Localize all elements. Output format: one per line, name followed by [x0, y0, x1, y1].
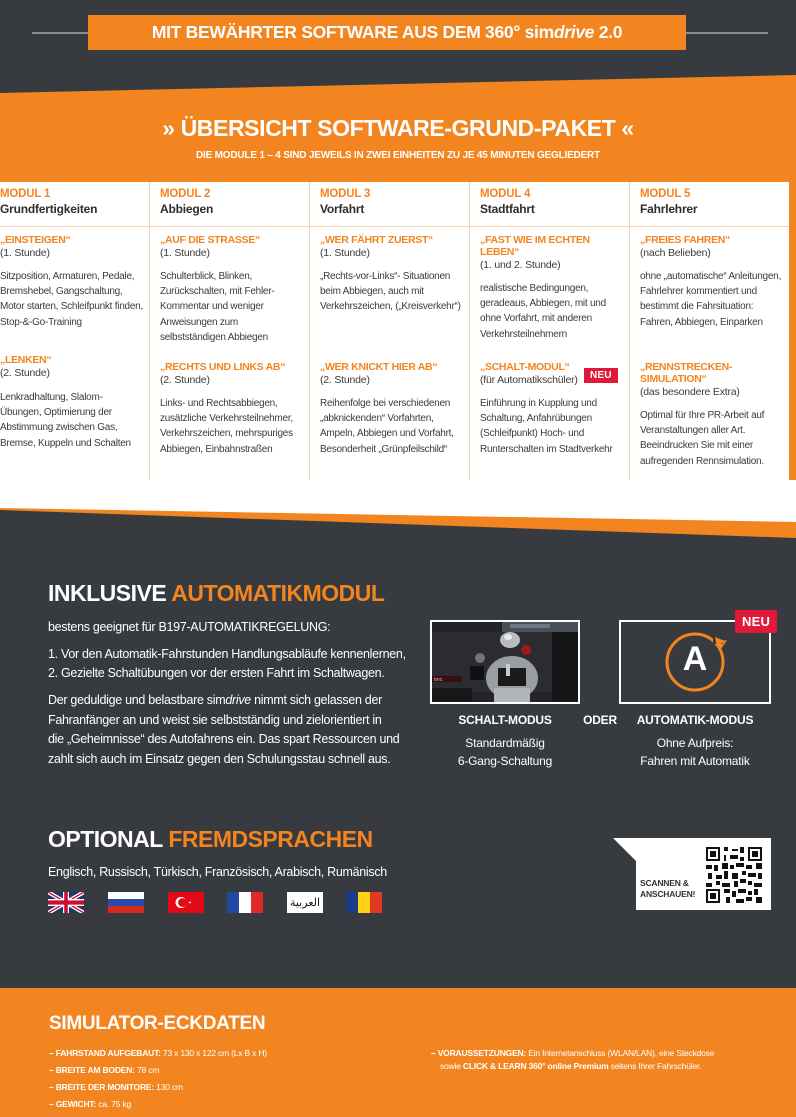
module-name: Abbiegen [160, 202, 214, 216]
new-badge: NEU [584, 368, 618, 383]
arabic-flag: العربية [287, 892, 323, 913]
module-number: MODUL 2 [160, 188, 211, 200]
module-number: MODUL 1 [0, 188, 51, 200]
unit-description: ohne „automatische“ Anleitungen, Fahrlehrer kommentiert und bestimmt die Fahrsituation: Fahren, Abbiegen, Einparken [640, 271, 781, 328]
new-badge: NEU [735, 610, 777, 633]
unit-title: „SCHALT-MODUL“ [480, 361, 570, 373]
russia-flag [108, 892, 144, 913]
schalt-mode-label: SCHALT-MODUS [458, 713, 552, 727]
automatik-body: Der geduldige und belastbare simdrive nimmt sich gelassen der Fahranfänger an und weist sie selbstständig und zielorientiert in die „Geheimnisse“ des Autofahrens ein. Das spart Ressourcen und zahlt sich auch im Einsatz gegen den Schulungsstau schnell aus. [48, 693, 400, 766]
top-banner-text: MIT BEWÄHRTER SOFTWARE AUS DEM 360° simdrive 2.0 [151, 22, 623, 42]
module-unit [320, 234, 463, 315]
module-unit [640, 234, 787, 330]
module-name: Grundfertigkeiten [0, 202, 98, 216]
unit-description: realistische Bedingungen, geradeaus, Abbiegen, mit und ohne Vorfahrt, mit anderen Verkehrsteilnehmern [480, 283, 606, 340]
unit-hours: (1. Stunde) [320, 247, 370, 259]
unit-hours: (2. Stunde) [320, 374, 370, 386]
gear-shift-icon [432, 622, 580, 704]
top-banner [88, 15, 686, 50]
unit-description: Schulterblick, Blinken, Zurückschalten, mit Fehler-Kommentar und weniger Anweisungen zum selbstständigen Abbiegen [160, 271, 275, 343]
or-label: ODER [583, 713, 617, 727]
requirements-item: sowie CLICK & LEARN 360° online Premium seitens Ihrer Fahrschüler. [440, 1061, 702, 1071]
automatik-intro: bestens geeignet für B197-AUTOMATIKREGELUNG: [48, 620, 331, 634]
overview-subtitle: DIE MODULE 1 – 4 SIND JEWEILS IN ZWEI EINHEITEN ZU JE 45 MINUTEN GEGLIEDERT [196, 150, 600, 161]
gear-shift-image [430, 620, 580, 704]
overview-title: » ÜBERSICHT SOFTWARE-GRUND-PAKET « [162, 115, 634, 141]
automatic-mode-description: Ohne Aufpreis: Fahren mit Automatik [640, 736, 750, 768]
unit-hours: (1. Stunde) [160, 247, 210, 259]
unit-title: „FAST WIE IM ECHTEN LEBEN“ [480, 234, 590, 258]
unit-title: „AUF DIE STRASSE“ [160, 234, 260, 246]
module-column [0, 182, 150, 481]
unit-description: Sitzposition, Armaturen, Pedale, Bremshebel, Gangschaltung, Motor starten, Schleifpunkt finden, Stop-&-Go-Training [0, 271, 143, 328]
uk-flag [48, 892, 84, 913]
unit-hours: (2. Stunde) [0, 367, 50, 379]
unit-hours: (für Automatikschüler) [480, 374, 578, 386]
unit-title: „WER FÄHRT ZUERST“ [320, 234, 434, 246]
module-table [0, 182, 789, 481]
module-column [150, 182, 310, 481]
languages-list: Englisch, Russisch, Türkisch, Französisch, Arabisch, Rumänisch [48, 865, 387, 879]
romania-flag [346, 892, 382, 913]
module-number: MODUL 3 [320, 188, 371, 200]
unit-hours: (1. Stunde) [0, 247, 50, 259]
automatik-list-item-2: 2. Gezielte Schaltübungen vor der ersten Fahrt im Schaltwagen. [48, 666, 385, 680]
requirements-item: – VORAUSSETZUNGEN: Ein Internetanschluss (WLAN/LAN), eine Steckdose [431, 1048, 715, 1058]
spec-item: – GEWICHT: ca. 75 kg [49, 1099, 131, 1109]
spec-item: – FAHRSTAND AUFGEBAUT: 73 x 130 x 122 cm (Lx B x H) [49, 1048, 267, 1058]
divider-line [32, 32, 88, 34]
module-unit [160, 234, 303, 345]
divider-line [686, 32, 768, 34]
module-number: MODUL 5 [640, 188, 691, 200]
module-name: Stadtfahrt [480, 202, 535, 216]
spec-item: – BREITE AM BODEN: 78 cm [49, 1065, 160, 1075]
unit-description: Reihenfolge bei verschiedenen „abknickenden“ Vorfahrten, Ampeln, Abbiegen und Vorfahrt, Besonderheit „Grünpfeilschild“ [320, 398, 454, 455]
unit-title: „EINSTEIGEN“ [0, 234, 71, 246]
unit-description: Lenkradhaltung, Slalom-Übungen, Optimierung der Abstimmung zwischen Gas, Bremse, Kuppeln und Schalten [0, 392, 131, 449]
automatic-letter: A [682, 640, 708, 678]
module-name: Fahrlehrer [640, 202, 698, 216]
module-unit [0, 234, 143, 330]
qr-code-icon[interactable] [706, 847, 762, 903]
module-unit [480, 234, 623, 342]
svg-text:trec: trec [434, 677, 443, 683]
unit-title: „WER KNICKT HIER AB“ [320, 361, 438, 373]
unit-description: Links- und Rechtsabbiegen, zusätzliche Verkehrsteilnehmer, Verkehrszeichen, mehrspuriges Abbiegen, Einbahnstraßen [160, 398, 293, 455]
unit-title: „FREIES FAHREN“ [640, 234, 731, 246]
module-column [470, 182, 630, 481]
automatic-mode-label: AUTOMATIK-MODUS [636, 713, 754, 727]
unit-description: „Rechts-vor-Links“- Situationen beim Abbiegen, auch mit Verkehrszeichen, („Kreisverkehr“) [320, 271, 461, 313]
qr-caption: SCANNEN & ANSCHAUEN! [640, 878, 696, 899]
automatik-heading: INKLUSIVE AUTOMATIKMODUL [48, 580, 385, 606]
unit-description: Optimal für Ihre PR-Arbeit auf Veranstaltungen aller Art. Beeindrucken Sie mit einer aufregenden Rennsimulation. [640, 410, 765, 467]
module-unit [160, 361, 303, 457]
module-unit [0, 354, 143, 451]
unit-description: Einführung in Kupplung und Schaltung, Anfahrübungen (Schleifpunkt) Hoch- und Runterschalten im Stadtverkehr [480, 398, 613, 455]
module-unit [320, 361, 463, 457]
turkey-flag [168, 892, 204, 913]
schalt-mode-description: Standardmäßig 6-Gang-Schaltung [457, 736, 553, 768]
languages-heading: OPTIONAL FREMDSPRACHEN [48, 826, 373, 852]
specs-title: SIMULATOR-ECKDATEN [49, 1013, 266, 1034]
unit-title: „RECHTS UND LINKS AB“ [160, 361, 286, 373]
unit-title: „RENNSTRECKEN-SIMULATION“ [640, 361, 733, 385]
unit-title: „LENKEN“ [0, 354, 52, 366]
automatik-list-item-1: 1. Vor den Automatik-Fahrstunden Handlungsabläufe kennenlernen, [48, 647, 406, 661]
unit-hours: (1. und 2. Stunde) [480, 259, 561, 271]
france-flag [227, 892, 263, 913]
module-number: MODUL 4 [480, 188, 531, 200]
unit-hours: (2. Stunde) [160, 374, 210, 386]
qr-code-panel [636, 838, 771, 910]
unit-hours: (nach Belieben) [640, 247, 711, 259]
module-name: Vorfahrt [320, 202, 365, 216]
module-column [630, 182, 789, 481]
module-unit [640, 361, 787, 469]
unit-hours: (das besondere Extra) [640, 386, 740, 398]
spec-item: – BREITE DER MONITORE: 130 cm [49, 1082, 183, 1092]
module-column [310, 182, 470, 481]
